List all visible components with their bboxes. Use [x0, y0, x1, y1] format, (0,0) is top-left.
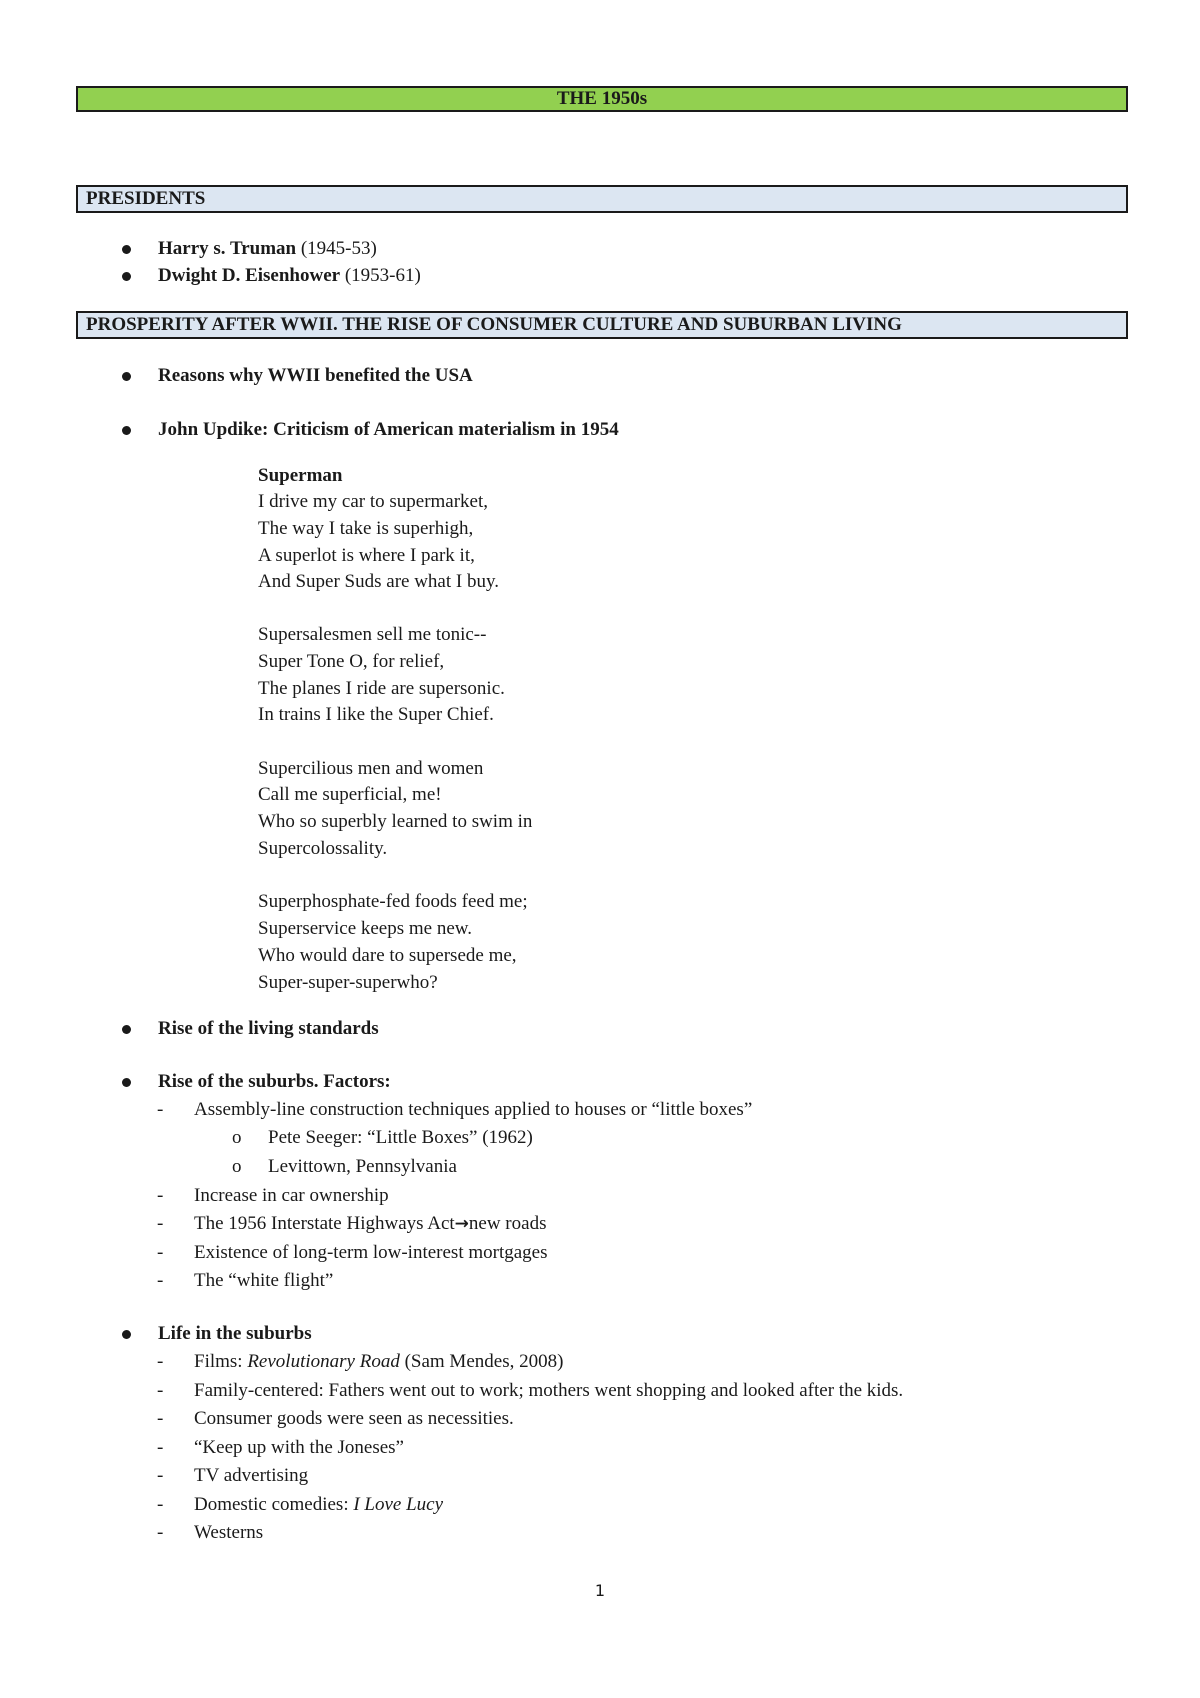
poem-line: The way I take is superhigh, — [258, 518, 474, 539]
sub-text: Pete Seeger: “Little Boxes” (1962) — [268, 1127, 533, 1148]
poem-title: Superman — [258, 465, 343, 486]
bullet-text: Rise of the living standards — [158, 1018, 379, 1039]
dash-text: The “white flight” — [194, 1270, 334, 1291]
poem-line: Superphosphate-fed foods feed me; — [258, 891, 528, 912]
dash-marker: - — [157, 1380, 164, 1401]
dash-text: Films: — [194, 1351, 248, 1372]
dash-marker: - — [157, 1213, 164, 1234]
bullet-icon — [122, 372, 131, 381]
dash-marker: - — [157, 1270, 164, 1291]
film-title: Revolutionary Road — [247, 1351, 400, 1372]
poem-line: Supercilious men and women — [258, 758, 484, 779]
dash-marker: - — [157, 1408, 164, 1429]
arrow-right-icon: → — [454, 1214, 469, 1234]
dash-text: The 1956 Interstate Highways Act — [194, 1213, 455, 1234]
section-heading-presidents: PRESIDENTS — [76, 185, 1128, 213]
bullet-text: Reasons why WWII benefited the USA — [158, 365, 473, 386]
poem-line: The planes I ride are supersonic. — [258, 678, 505, 699]
poem-line: Who so superbly learned to swim in — [258, 811, 533, 832]
show-title: I Love Lucy — [353, 1494, 444, 1515]
bullet-icon — [122, 426, 131, 435]
president-years: (1953-61) — [340, 265, 421, 286]
dash-marker: - — [157, 1351, 164, 1372]
dash-marker: - — [157, 1185, 164, 1206]
dash-marker: - — [157, 1437, 164, 1458]
poem-line: Super-super-superwho? — [258, 972, 438, 993]
dash-marker: - — [157, 1494, 164, 1515]
poem-line: Supersalesmen sell me tonic-- — [258, 624, 487, 645]
page-title: THE 1950s — [76, 86, 1128, 112]
bullet-icon — [122, 1025, 131, 1034]
poem-line: Super Tone O, for relief, — [258, 651, 445, 672]
dash-text: Westerns — [194, 1522, 264, 1543]
dash-marker: - — [157, 1465, 164, 1486]
sub-marker: o — [232, 1127, 242, 1148]
poem-line: I drive my car to supermarket, — [258, 491, 489, 512]
bullet-icon — [122, 272, 131, 281]
dash-text: (Sam Mendes, 2008) — [399, 1351, 564, 1372]
bullet-text: John Updike: Criticism of American materialism in 1954 — [158, 419, 619, 440]
dash-marker: - — [157, 1099, 164, 1120]
dash-marker: - — [157, 1242, 164, 1263]
poem-line: In trains I like the Super Chief. — [258, 704, 494, 725]
bullet-text: Rise of the suburbs. Factors: — [158, 1071, 391, 1092]
poem-line: Call me superficial, me! — [258, 784, 442, 805]
bullet-icon — [122, 245, 131, 254]
president-years: (1945-53) — [296, 238, 377, 259]
poem-line: And Super Suds are what I buy. — [258, 571, 499, 592]
poem-line: Who would dare to supersede me, — [258, 945, 517, 966]
dash-text: Increase in car ownership — [194, 1185, 389, 1206]
sub-marker: o — [232, 1156, 242, 1177]
dash-text: Family-centered: Fathers went out to work; mothers went shopping and looked after the kids. — [194, 1380, 904, 1401]
dash-text: Domestic comedies: — [194, 1494, 354, 1515]
president-name: Dwight D. Eisenhower — [158, 265, 341, 286]
president-name: Harry s. Truman — [158, 238, 297, 259]
bullet-text: Life in the suburbs — [158, 1323, 312, 1344]
bullet-icon — [122, 1330, 131, 1339]
page-number: 1 — [594, 1581, 606, 1600]
section-heading-prosperity: PROSPERITY AFTER WWII. THE RISE OF CONSUMER CULTURE AND SUBURBAN LIVING — [76, 311, 1128, 339]
dash-text: Assembly-line construction techniques applied to houses or “little boxes” — [194, 1099, 753, 1120]
poem-line: Supercolossality. — [258, 838, 388, 859]
poem-line: A superlot is where I park it, — [258, 545, 475, 566]
dash-text: Existence of long-term low-interest mortgages — [194, 1242, 548, 1263]
bullet-icon — [122, 1078, 131, 1087]
dash-text: TV advertising — [194, 1465, 309, 1486]
dash-text: Consumer goods were seen as necessities. — [194, 1408, 514, 1429]
sub-text: Levittown, Pennsylvania — [268, 1156, 457, 1177]
dash-marker: - — [157, 1522, 164, 1543]
dash-text: new roads — [468, 1213, 547, 1234]
poem-line: Superservice keeps me new. — [258, 918, 473, 939]
dash-text: “Keep up with the Joneses” — [194, 1437, 404, 1458]
